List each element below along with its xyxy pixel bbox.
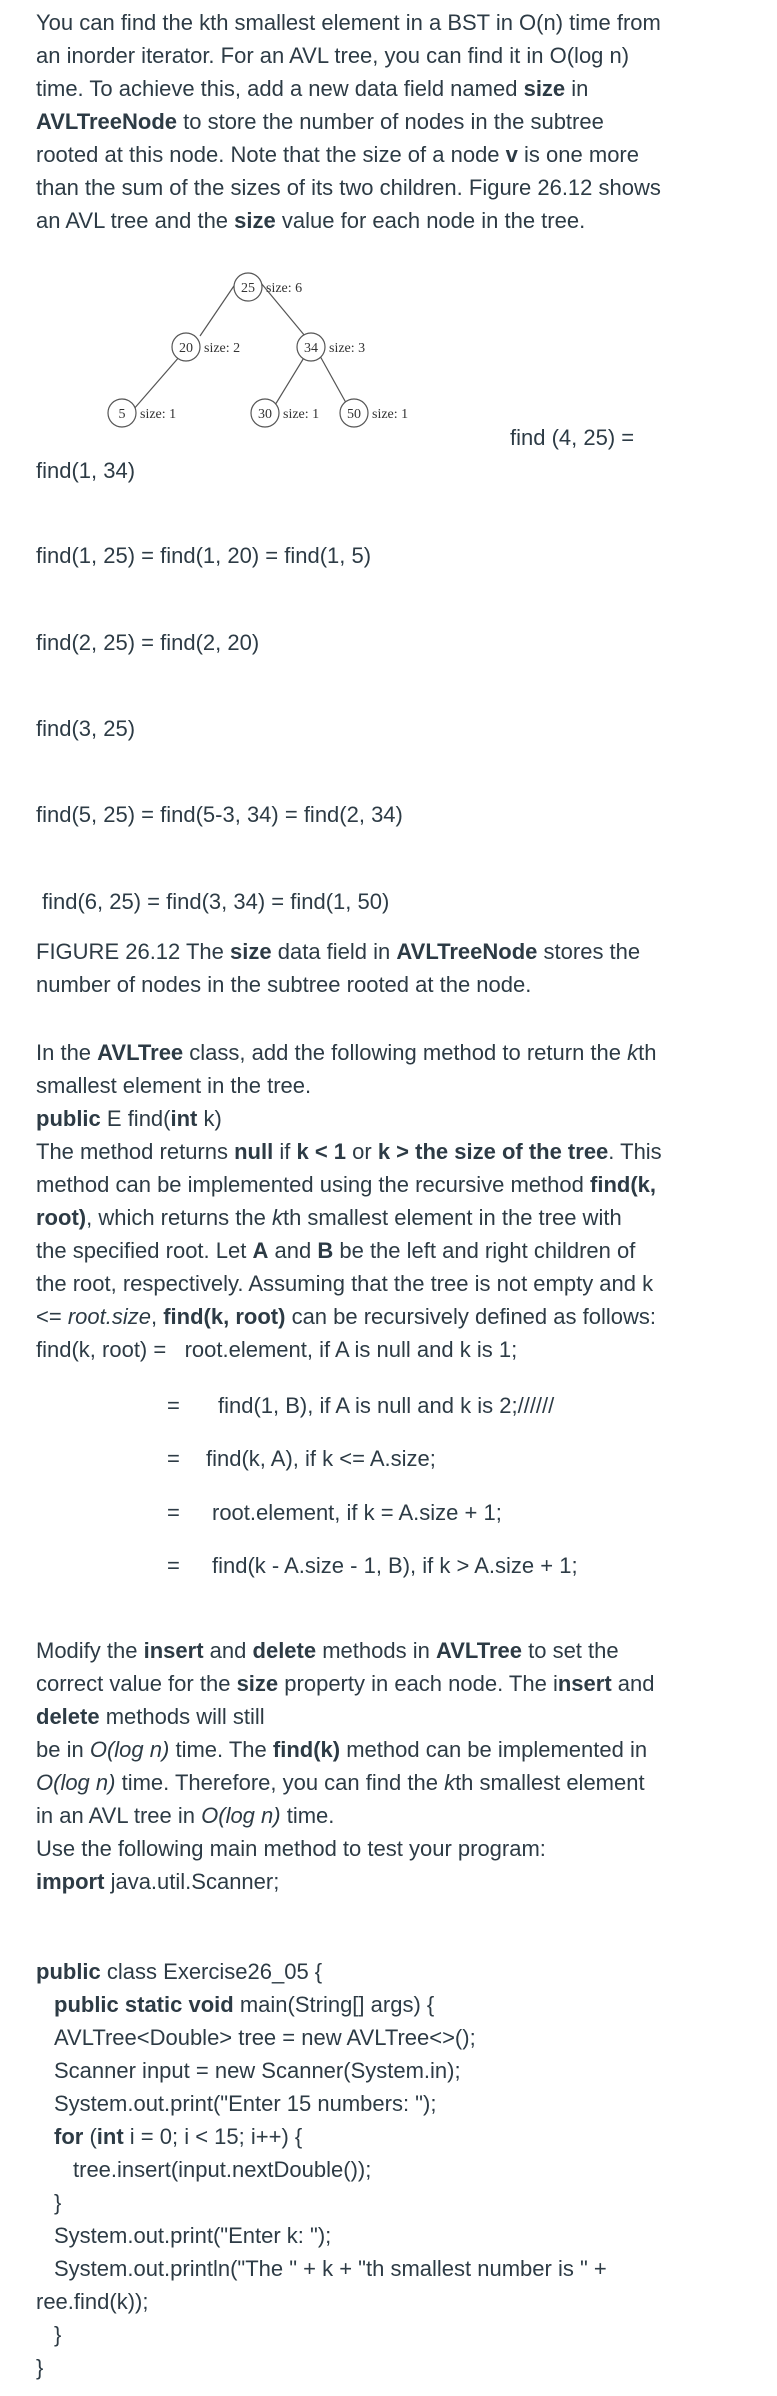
tree-node-size: size: 3 xyxy=(329,341,366,356)
recursion-eq-4: = xyxy=(167,1553,180,1578)
intro-line-4: AVLTreeNode to store the number of nodes in the subtree xyxy=(36,109,604,134)
tree-node-key: 50 xyxy=(347,407,361,422)
code-line-1: public class Exercise26_05 { xyxy=(36,1959,323,1984)
recursion-line-1: find(1, B), if A is null and k is 2;////// xyxy=(218,1393,555,1418)
modify-line-5: O(log n) time. Therefore, you can find the kth smallest element xyxy=(36,1770,645,1795)
tree-node-key: 34 xyxy=(304,341,318,356)
edge-34-30 xyxy=(272,356,305,410)
find-6-25: find(6, 25) = find(3, 34) = find(1, 50) xyxy=(42,889,390,914)
method-desc-line-4: the specified root. Let A and B be the left and right children of xyxy=(36,1238,636,1263)
tree-node-size: size: 1 xyxy=(283,407,320,422)
find-1-25: find(1, 25) = find(1, 20) = find(1, 5) xyxy=(36,543,372,568)
find-4-25: find (4, 25) = xyxy=(510,425,635,450)
method-desc-line-1: The method returns null if k < 1 or k > the size of the tree. This xyxy=(36,1139,662,1164)
method-desc-line-5: the root, respectively. Assuming that the tree is not empty and k xyxy=(36,1271,654,1296)
figure-caption-line-1: FIGURE 26.12 The size data field in AVLTreeNode stores the xyxy=(36,939,641,964)
code-line-2: public static void main(String[] args) { xyxy=(54,1992,435,2017)
find-3-25: find(3, 25) xyxy=(36,716,136,741)
modify-line-2: correct value for the size property in each node. The insert and xyxy=(36,1671,655,1696)
intro-line-7: an AVL tree and the size value for each node in the tree. xyxy=(36,208,586,233)
tree-node-key: 20 xyxy=(179,341,193,356)
avl-tree-figure xyxy=(0,260,777,460)
method-desc-line-6: <= root.size, find(k, root) can be recursively defined as follows: xyxy=(36,1304,656,1329)
code-line-11: ree.find(k)); xyxy=(36,2289,149,2314)
method-line-1: In the AVLTree class, add the following method to return the kth xyxy=(36,1040,657,1065)
find-5-25: find(5, 25) = find(5-3, 34) = find(2, 34) xyxy=(36,802,403,827)
tree-node-key: 25 xyxy=(241,281,255,296)
tree-node-size: size: 2 xyxy=(204,341,241,356)
intro-line-2: an inorder iterator. For an AVL tree, you can find it in O(log n) xyxy=(36,43,630,68)
recursion-line-4: find(k - A.size - 1, B), if k > A.size + 1; xyxy=(212,1553,578,1578)
recursion-eq-2: = xyxy=(167,1446,180,1471)
code-line-7: tree.insert(input.nextDouble()); xyxy=(73,2157,372,2182)
modify-line-4: be in O(log n) time. The find(k) method can be implemented in xyxy=(36,1737,648,1762)
tree-node-key: 5 xyxy=(118,407,126,422)
code-line-8: } xyxy=(54,2190,62,2215)
code-line-3: AVLTree<Double> tree = new AVLTree<>(); xyxy=(54,2025,476,2050)
modify-line-6: in an AVL tree in O(log n) time. xyxy=(36,1803,335,1828)
method-desc-line-2: method can be implemented using the recursive method find(k, xyxy=(36,1172,656,1197)
code-line-9: System.out.print("Enter k: "); xyxy=(54,2223,332,2248)
code-line-4: Scanner input = new Scanner(System.in); xyxy=(54,2058,461,2083)
recursion-eq-1: = xyxy=(167,1393,180,1418)
import-line: import java.util.Scanner; xyxy=(36,1869,280,1894)
code-line-12: } xyxy=(54,2322,62,2347)
figure-caption-line-2: number of nodes in the subtree rooted at the node. xyxy=(36,972,532,997)
recursion-line-3: root.element, if k = A.size + 1; xyxy=(212,1500,502,1525)
code-line-6: for (int i = 0; i < 15; i++) { xyxy=(54,2124,303,2149)
modify-line-1: Modify the insert and delete methods in AVLTree to set the xyxy=(36,1638,619,1663)
intro-line-5: rooted at this node. Note that the size of a node v is one more xyxy=(36,142,639,167)
method-desc-line-3: root), which returns the kth smallest element in the tree with xyxy=(36,1205,622,1230)
code-line-13: } xyxy=(36,2355,44,2380)
modify-line-7: Use the following main method to test your program: xyxy=(36,1836,546,1861)
recursion-line-0: find(k, root) = root.element, if A is null and k is 1; xyxy=(36,1337,518,1362)
find-2-25: find(2, 25) = find(2, 20) xyxy=(36,630,260,655)
method-line-2: smallest element in the tree. xyxy=(36,1073,312,1098)
edge-20-5 xyxy=(133,356,180,410)
tree-node-size: size: 6 xyxy=(266,281,303,296)
intro-line-3: time. To achieve this, add a new data field named size in xyxy=(36,76,589,101)
tree-node-key: 30 xyxy=(258,407,272,422)
recursion-line-2: find(k, A), if k <= A.size; xyxy=(206,1446,436,1471)
tree-node-size: size: 1 xyxy=(372,407,409,422)
find-1-34: find(1, 34) xyxy=(36,458,136,483)
code-line-5: System.out.print("Enter 15 numbers: "); xyxy=(54,2091,437,2116)
code-line-10: System.out.println("The " + k + "th smallest number is " + xyxy=(54,2256,607,2281)
intro-line-1: You can find the kth smallest element in a BST in O(n) time from xyxy=(36,10,661,35)
tree-node-size: size: 1 xyxy=(140,407,177,422)
intro-line-6: than the sum of the sizes of its two children. Figure 26.12 shows xyxy=(36,175,661,200)
method-signature: public E find(int k) xyxy=(36,1106,222,1131)
recursion-eq-3: = xyxy=(167,1500,180,1525)
modify-line-3: delete methods will still xyxy=(36,1704,265,1729)
